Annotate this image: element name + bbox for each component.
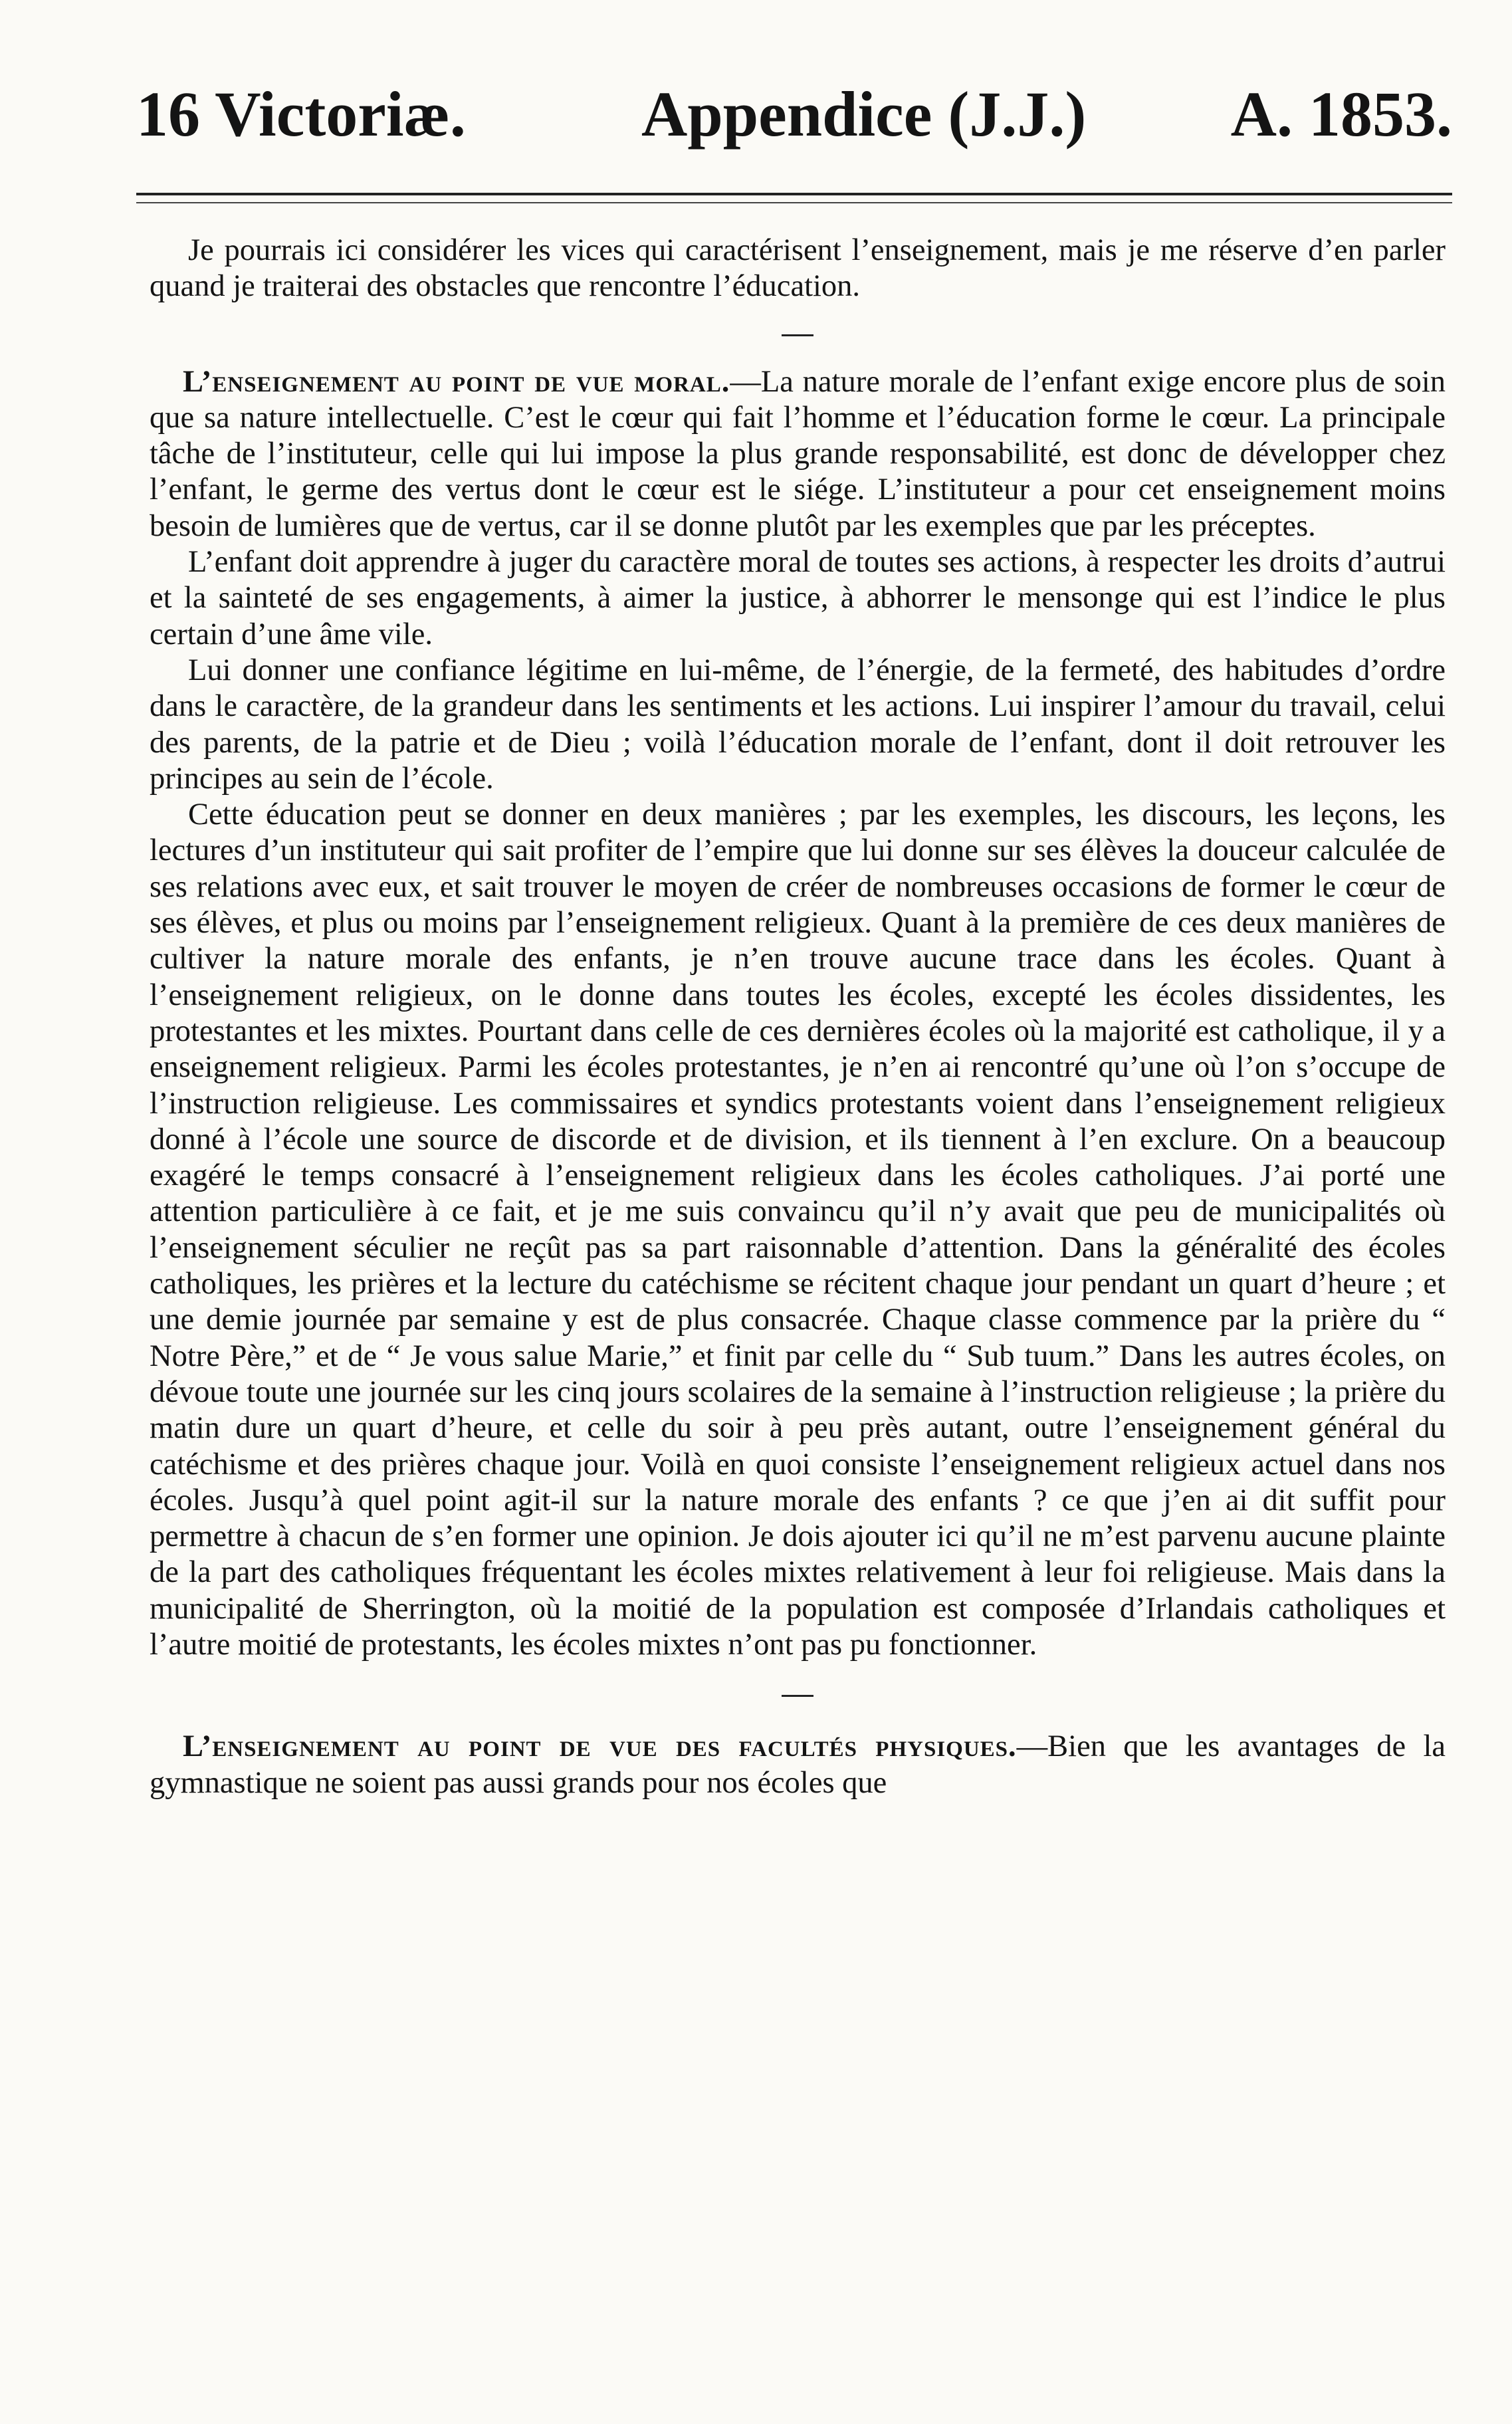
section-divider [782, 1695, 813, 1697]
header-appendix-title: Appendice (J.J.) [641, 78, 1087, 150]
page-header [136, 74, 1452, 161]
section-divider [782, 334, 813, 336]
paragraph-moral-text: —La nature morale de l’enfant exige encore plus de soin que sa nature intellectuelle. C’est le cœur qui fait l’homme et l’éducation forme le cœur. La principale tâche de l’instituteur, celle qui lui impose la plus grande responsabilité, est donc de développer chez l’enfant, le germe des vertus dont le cœur est le siége. L’instituteur a pour cet enseignement moins besoin de lumières que de vertus, car il se donne plutôt par les exemples que par les préceptes. [150, 364, 1446, 543]
paragraph-physical-intro [150, 1729, 1446, 1801]
paragraph-confiance: Lui donner une confiance légitime en lui-même, de l’énergie, de la fermeté, des habitudes d’ordre dans le caractère, de la grandeur dans les sentiments et les actions. Lui inspirer l’amour du travail, celui des parents, de la patrie et de Dieu ; voilà l’éducation morale de l’enfant, dont il doit retrouver les principes au sein de l’école. [150, 653, 1446, 796]
paragraph-vices: Je pourrais ici considérer les vices qui caractérisent l’enseignement, mais je me réserve d’en parler quand je traiterai des obstacles que rencontre l’éducation. [150, 233, 1446, 304]
paragraph-physical-text: —Bien que les avantages de la gymnastique ne soient pas aussi grands pour nos écoles que [150, 1729, 1446, 1800]
page-body [150, 233, 1446, 1801]
header-double-rule [136, 193, 1452, 203]
paragraph-enfant-juger: L’enfant doit apprendre à juger du caractère moral de toutes ses actions, à respecter les droits d’autrui et la sainteté de ses engagements, à aimer la justice, à abhorrer le mensonge qui est l’indice le plus certain d’une âme vile. [150, 545, 1446, 651]
section-heading-physical: L’enseignement au point de vue des facultés physiques. [183, 1729, 1017, 1764]
section-heading-moral: L’enseignement au point de vue moral. [183, 364, 730, 399]
paragraph-education-manieres: Cette éducation peut se donner en deux manières ; par les exemples, les discours, les leçons, les lectures d’un instituteur qui sait profiter de l’empire que lui donne sur ses élèves la douceur calculée de ses relations avec eux, et sait trouver le moyen de créer de nombreuses occasions de former le cœur de ses élèves, et plus ou moins par l’enseignement religieux. Quant à la première de ces deux manières de cultiver la nature morale des enfants, je n’en trouve aucune trace dans les écoles. Quant à l’enseignement religieux, on le donne dans toutes les écoles, excepté les écoles dissidentes, les protestantes et les mixtes. Pourtant dans celle de ces dernières écoles où la majorité est catholique, il y a enseignement religieux. Parmi les écoles protestantes, je n’en ai rencontré qu’une où l’on s’occupe de l’instruction religieuse. Les commissaires et syndics protestants voient dans l’enseignement religieux donné à l’école une source de discorde et de division, et ils tiennent à l’en exclure. On a beaucoup exagéré le temps consacré à l’enseignement religieux dans les écoles catholiques. J’ai porté une attention particulière à ce fait, et je me suis convaincu qu’il n’y avait que peu de municipalités où l’enseignement séculier ne reçût pas sa part raisonnable d’attention. Dans la généralité des écoles catholiques, les prières et la lecture du catéchisme se récitent chaque jour pendant un quart d’heure ; et une demie journée par semaine y est de plus consacrée. Chaque classe commence par la prière du “ Notre Père,” et de “ Je vous salue Marie,” et finit par celle du “ Sub tuum.” Dans les autres écoles, on dévoue toute une journée sur les cinq jours scolaires de la semaine à l’instruction religieuse ; la prière du matin dure un quart d’heure, et celle du soir à peu près autant, outre l’enseignement général du catéchisme et des prières chaque jour. Voilà en quoi consiste l’enseignement religieux actuel dans nos écoles. Jusqu’à quel point agit-il sur la nature morale des enfants ? ce que j’en ai dit suffit pour permettre à chacun de s’en former une opinion. Je dois ajouter ici qu’il ne m’est parvenu aucune plainte de la part des catholiques fréquentant les écoles mixtes relativement à leur foi religieuse. Mais dans la municipalité de Sherrington, où la moitié de la population est composée d’Irlandais catholiques et l’autre moitié de protestants, les écoles mixtes n’ont pas pu fonctionner. [150, 798, 1446, 1662]
header-regnal-year: 16 Victoriæ. [136, 78, 466, 150]
paragraph-moral-intro [150, 364, 1446, 544]
header-year: A. 1853. [1230, 78, 1452, 150]
